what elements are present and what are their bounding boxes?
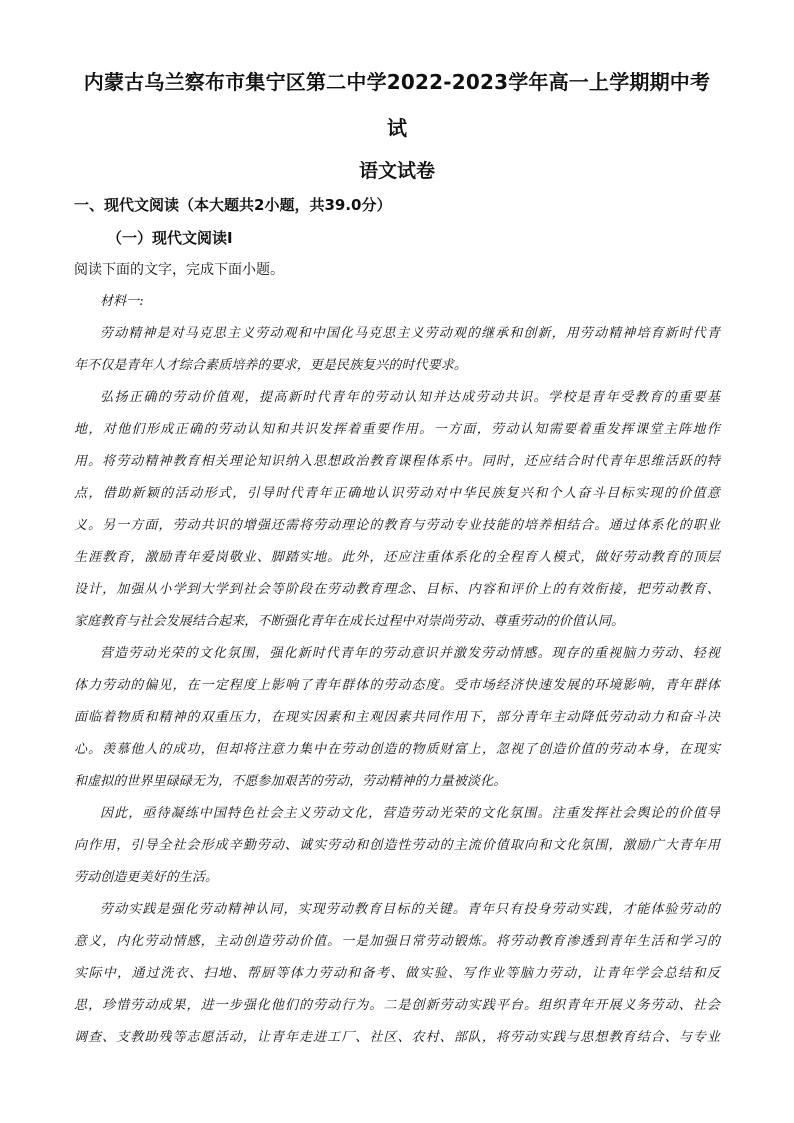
- section-heading: 一、现代文阅读（本大题共2小题，共39.0分）: [74, 196, 392, 214]
- subsection-heading: （一）现代文阅读Ⅰ: [107, 229, 233, 247]
- text-line: 家庭教育与社会发展结合起来，不断强化青年在成长过程中对崇尚劳动、尊重劳动的价值认同。: [74, 614, 625, 629]
- text-line: 劳动精神是对马克思主义劳动观和中国化马克思主义劳动观的继承和创新，用劳动精神培育新时代青: [100, 326, 720, 341]
- text-line: 设计，加强从小学到大学到社会等阶段在劳动教育理念、目标、内容和评价上的有效衔接，把劳动教育、: [74, 582, 720, 597]
- text-line: 思，珍惜劳动成果，进一步强化他们的劳动行为。二是创新劳动实践平台。组织青年开展义务劳动、社会: [74, 998, 720, 1013]
- text-line: 面临着物质和精神的双重压力，在现实因素和主观因素共同作用下，部分青年主动降低劳动动力和奋斗决: [74, 710, 720, 725]
- text-line: 年不仅是青年人才综合素质培养的要求，更是民族复兴的时代要求。: [74, 358, 468, 373]
- exam-subtitle: 语文试卷: [358, 160, 435, 182]
- text-line: 劳动创造更美好的生活。: [74, 870, 219, 885]
- text-line: 心。羡慕他人的成功，但却将注意力集中在劳动创造的物质财富上，忽视了创造价值的劳动本身，在现实: [74, 742, 720, 757]
- text-line: 实际中，通过洗衣、扫地、帮厨等体力劳动和备考、做实验、写作业等脑力劳动，让青年学会总结和反: [74, 966, 720, 981]
- reading-instruction: 阅读下面的文字，完成下面小题。: [74, 262, 284, 278]
- text-line: 营造劳动光荣的文化氛围，强化新时代青年的劳动意识并激发劳动情感。现存的重视脑力劳动、轻视: [100, 646, 720, 661]
- text-line: 因此，亟待凝练中国特色社会主义劳动文化，营造劳动光荣的文化氛围。注重发挥社会舆论的价值导: [100, 806, 720, 821]
- text-line: 意义，内化劳动情感，主动创造劳动价值。一是加强日常劳动锻炼。将劳动教育渗透到青年生活和学习的: [74, 934, 720, 949]
- text-line: 地，对他们形成正确的劳动认知和共识发挥着重要作用。一方面，劳动认知需要着重发挥课堂主阵地作: [74, 422, 720, 437]
- text-line: 劳动实践是强化劳动精神认同，实现劳动教育目标的关键。青年只有投身劳动实践，才能体验劳动的: [100, 902, 720, 917]
- material-label: 材料一:: [100, 294, 144, 309]
- exam-title-line-2: 试: [387, 116, 407, 140]
- text-line: 用。将劳动精神教育相关理论知识纳入思想政治教育课程体系中。同时，还应结合时代青年思维活跃的特: [74, 454, 720, 469]
- text-line: 向作用，引导全社会形成辛勤劳动、诚实劳动和创造性劳动的主流价值取向和文化氛围，激励广大青年用: [74, 838, 720, 853]
- text-line: 点，借助新颖的活动形式，引导时代青年正确地认识劳动对中华民族复兴和个人奋斗目标实现的价值意: [74, 486, 720, 501]
- text-line: 弘扬正确的劳动价值观，提高新时代青年的劳动认知并达成劳动共识。学校是青年受教育的重要基: [100, 390, 720, 405]
- text-line: 和虚拟的世界里碌碌无为，不愿参加艰苦的劳动，劳动精神的力量被淡化。: [74, 774, 507, 789]
- text-line: 生涯教育，激励青年爱岗敬业、脚踏实地。此外，还应注重体系化的全程育人模式，做好劳动教育的顶层: [74, 550, 720, 565]
- text-line: 义。另一方面，劳动共识的增强还需将劳动理论的教育与劳动专业技能的培养相结合。通过体系化的职业: [74, 518, 720, 533]
- text-line: 调查、支教助残等志愿活动，让青年走进工厂、社区、农村、部队，将劳动实践与思想教育结合、与专业: [74, 1030, 720, 1045]
- text-line: 体力劳动的偏见，在一定程度上影响了青年群体的劳动态度。受市场经济快速发展的环境影响，青年群体: [74, 678, 720, 693]
- exam-title-line-1: 内蒙古乌兰察布市集宁区第二中学2022-2023学年高一上学期期中考: [83, 70, 711, 94]
